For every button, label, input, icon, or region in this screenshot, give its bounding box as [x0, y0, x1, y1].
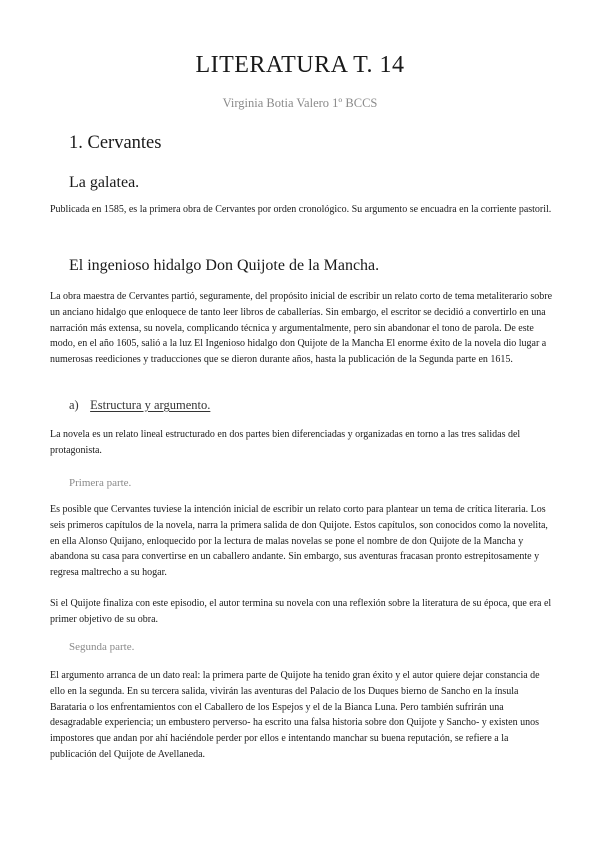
- heading-la-galatea: La galatea.: [69, 174, 140, 191]
- paragraph-galatea: Publicada en 1585, es la primera obra de Cervantes por orden cronológico. Su argumento se encuadra en la corriente pastoril.: [50, 204, 552, 215]
- paragraph-primera-parte-2: Si el Quijote finaliza con este episodio, el autor termina su novela con una reflexión sobre la literatura de su época, que era el primer objetivo de su obra.: [50, 598, 552, 625]
- heading-segunda-parte: Segunda parte.: [69, 641, 135, 653]
- paragraph-primera-parte-1: Es posible que Cervantes tuviese la intención inicial de escribir un relato corto para plantear un tema de crítica literaria. Los seis primeros capítulos de la novela, narra la primera salida de don Quijote. Estos capítulos, son conocidos como la novelita, en ella Alonso Quijano, enloquecido por la lectura de malas novelas se pone el nombre de don Quijote de la Mancha y abandona su casa para convertirse en un caballero andante. Sin embargo, sus aventuras fracasan pronto estrepitosamente y regresa maltrecho a su hogar.: [50, 504, 548, 579]
- heading-estructura-text: Estructura y argumento.: [90, 398, 211, 412]
- paragraph-quijote: La obra maestra de Cervantes partió, seguramente, del propósito inicial de escribir un relato corto de tema metaliterario sobre un anciano hidalgo que enloquece de tanto leer libros de caballerías. Sin embargo, el escritor se decidió a convertirlo en una narración más extensa, su novela, complicando técnica y argumentalmente, pero sin abandonar el tono de parola. De este modo, en el año 1605, salió a la luz El Ingenioso hidalgo don Quijote de la Mancha El enorme éxito de la novela dio lugar a numerosas reediciones y traducciones que se dieron durante años, hasta la publicación de la Segunda parte en 1615.: [50, 291, 553, 366]
- heading-estructura: [69, 398, 210, 413]
- heading-don-quijote: El ingenioso hidalgo Don Quijote de la Mancha.: [69, 257, 380, 274]
- list-marker: a): [69, 398, 79, 412]
- document-title: LITERATURA T. 14: [195, 52, 405, 78]
- paragraph-estructura: La novela es un relato lineal estructurado en dos partes bien diferenciadas y organizadas en torno a las tres salidas del protagonista.: [50, 429, 521, 456]
- heading-primera-parte: Primera parte.: [69, 477, 132, 489]
- document-author: Virginia Botia Valero 1º BCCS: [222, 96, 378, 110]
- section-heading-cervantes: 1. Cervantes: [69, 133, 162, 153]
- paragraph-segunda-parte: El argumento arranca de un dato real: la primera parte de Quijote ha tenido gran éxito y el autor quiere dejar constancia de ello en la segunda. En su tercera salida, vivirán las aventuras del Palacio de los Duques bierno de Sancho en la ínsula Barataria o los enfrentamientos con el Caballero de los Espejos y el de la Bianca Luna. Pero también sufrirán una desagradable experiencia; un embustero perverso- ha escrito una falsa historia sobre don Quijote y Sancho- y existen unos impostores que andan por ahí haciéndole perder por ellos e intentando manchar su buena reputación, se refiere a la publicación del Quijote de Avellaneda.: [50, 670, 540, 760]
